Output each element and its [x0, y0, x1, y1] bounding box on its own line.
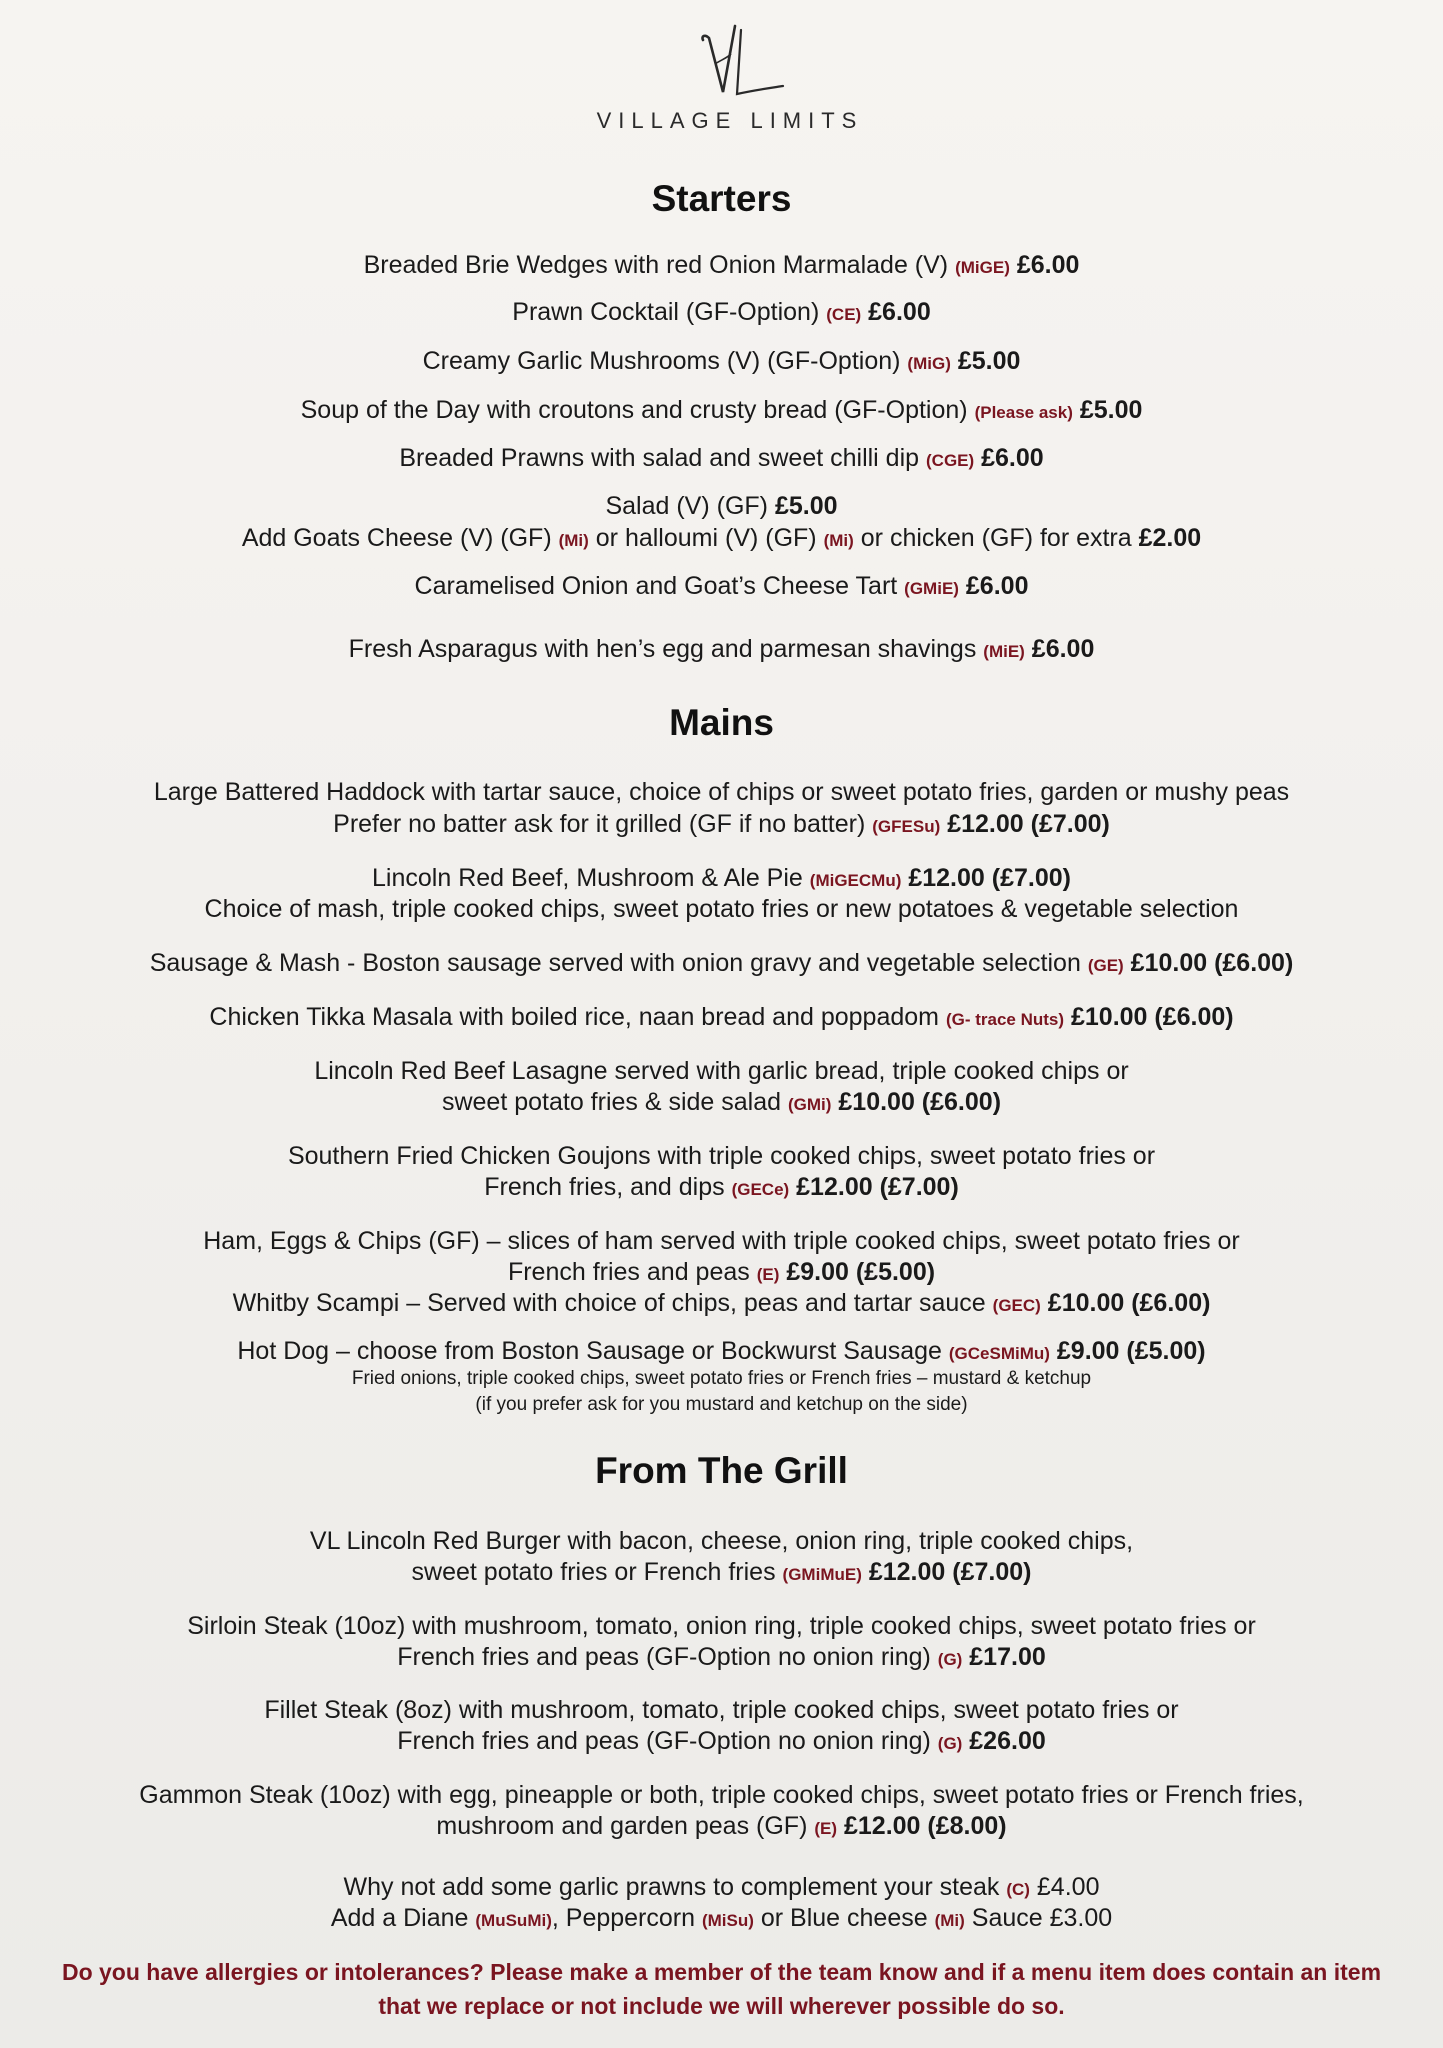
- sauce-line: [0, 1903, 1443, 1936]
- item-price: £12.00 (£7.00): [868, 1558, 1032, 1586]
- item-text: Gammon Steak (10oz) with egg, pineapple or both, triple cooked chips, sweet potato fries or French fries,: [139, 1781, 1304, 1809]
- item-price: £12.00 (£7.00): [796, 1173, 959, 1201]
- menu-item: [0, 1780, 1443, 1811]
- item-text: French fries and peas: [507, 1258, 750, 1286]
- item-price: £12.00 (£7.00): [947, 810, 1110, 838]
- item-text: sweet potato fries & side salad: [441, 1088, 782, 1116]
- allergen-codes: (MiGECMu): [809, 871, 902, 890]
- menu-item-detail: [0, 1557, 1443, 1590]
- item-price: £17.00: [969, 1643, 1046, 1671]
- menu-item: [0, 395, 1443, 428]
- item-price: £5.00: [957, 347, 1021, 375]
- menu-item: [0, 1226, 1443, 1257]
- allergy-notice: [0, 1955, 1443, 2023]
- allergen-codes: (Mi): [934, 1911, 965, 1930]
- item-price: £10.00 (£6.00): [1047, 1289, 1211, 1317]
- item-text: Prefer no batter ask for it grilled (GF if no batter): [333, 810, 866, 838]
- item-text: Why not add some garlic prawns to complement your steak: [343, 1873, 1000, 1901]
- allergen-codes: (MiGE): [955, 258, 1010, 277]
- item-text: Hot Dog – choose from Boston Sausage or Bockwurst Sausage: [237, 1337, 942, 1365]
- item-price: £12.00 (£8.00): [843, 1812, 1007, 1840]
- item-text: Creamy Garlic Mushrooms (V) (GF-Option): [422, 347, 901, 375]
- item-text: French fries and peas (GF-Option no onion ring): [397, 1643, 931, 1671]
- menu-item-detail: [0, 1172, 1443, 1205]
- item-text: Whitby Scampi – Served with choice of chips, peas and tartar sauce: [232, 1289, 986, 1317]
- allergen-codes: (GCeSMiMu): [948, 1344, 1050, 1363]
- menu-item-detail: [0, 1087, 1443, 1120]
- item-text: Salad (V) (GF): [605, 492, 768, 520]
- menu-item-detail: [0, 894, 1443, 925]
- item-text: Caramelised Onion and Goat’s Cheese Tart: [414, 572, 898, 600]
- brand-name: VILLAGE LIMITS: [596, 108, 864, 133]
- menu-item-detail: [0, 809, 1443, 842]
- menu-item: [0, 1336, 1443, 1369]
- allergen-codes: (GE): [1087, 956, 1124, 975]
- item-price: £9.00 (£5.00): [1056, 1337, 1206, 1365]
- item-text: Prawn Cocktail (GF-Option): [512, 298, 820, 326]
- extras-line: [0, 1872, 1443, 1905]
- menu-item: [0, 491, 1443, 522]
- menu-item: [0, 297, 1443, 330]
- menu-item: [0, 948, 1443, 981]
- allergen-codes: (G): [937, 1734, 963, 1753]
- salad-addon: [0, 523, 1443, 556]
- allergen-codes: (C): [1006, 1880, 1030, 1899]
- item-text: Breaded Prawns with salad and sweet chilli dip: [399, 444, 920, 472]
- item-price: £6.00: [965, 572, 1029, 600]
- menu-item: [0, 571, 1443, 604]
- item-text: Sirloin Steak (10oz) with mushroom, tomato, onion ring, triple cooked chips, sweet potato fries or: [187, 1612, 1256, 1640]
- vl-monogram-icon: [665, 14, 795, 106]
- allergy-notice-line-1: Do you have allergies or intolerances? Please make a member of the team know and if a menu item does contain an item: [61, 1959, 1382, 1985]
- item-text: Fillet Steak (8oz) with mushroom, tomato, triple cooked chips, sweet potato fries or: [264, 1696, 1179, 1724]
- allergen-codes: (E): [814, 1819, 838, 1838]
- menu-item: [0, 443, 1443, 476]
- allergen-codes: (GMiE): [904, 579, 959, 598]
- item-price: £26.00: [969, 1727, 1046, 1755]
- item-price: £6.00: [981, 444, 1044, 472]
- item-text: Fried onions, triple cooked chips, sweet potato fries or French fries – mustard & ketchup: [351, 1368, 1092, 1389]
- menu-item: [0, 1141, 1443, 1172]
- item-text: (if you prefer ask for you mustard and ketchup on the side): [475, 1394, 968, 1415]
- item-price: £6.00: [1016, 251, 1080, 279]
- allergen-codes: (GECe): [731, 1180, 790, 1199]
- item-text: Southern Fried Chicken Goujons with triple cooked chips, sweet potato fries or: [287, 1142, 1156, 1170]
- allergen-codes: (MiE): [983, 642, 1025, 661]
- addon-halloumi: or halloumi (V) (GF): [595, 524, 817, 552]
- item-text: French fries, and dips: [484, 1173, 725, 1201]
- allergen-codes: (GFESu): [872, 817, 941, 836]
- menu-item: [0, 250, 1443, 283]
- item-price: £10.00 (£6.00): [1070, 1003, 1234, 1031]
- item-text: Lincoln Red Beef, Mushroom & Ale Pie: [372, 864, 803, 892]
- item-text: Choice of mash, triple cooked chips, sweet potato fries or new potatoes & vegetable selection: [204, 895, 1239, 923]
- item-price: £5.00: [1079, 396, 1143, 424]
- item-text: Chicken Tikka Masala with boiled rice, naan bread and poppadom: [209, 1003, 939, 1031]
- menu-item: [0, 863, 1443, 896]
- sauce-peppercorn: , Peppercorn: [551, 1904, 696, 1932]
- allergen-codes: (MiSu): [701, 1911, 754, 1930]
- section-title-starters: Starters: [651, 178, 792, 219]
- addon-chicken: or chicken (GF) for extra: [860, 524, 1132, 552]
- sauce-blue-cheese: or Blue cheese: [760, 1904, 928, 1932]
- menu-item-detail: [0, 1726, 1443, 1759]
- menu-item-note: [0, 1392, 1443, 1417]
- menu-item: [0, 1288, 1443, 1321]
- item-price: £6.00: [868, 298, 931, 326]
- allergen-codes: (Mi): [823, 531, 854, 550]
- allergen-codes: (Mi): [558, 531, 589, 550]
- item-price: £10.00 (£6.00): [1130, 949, 1294, 977]
- menu-item: [0, 1611, 1443, 1642]
- menu-item: [0, 1695, 1443, 1726]
- allergen-codes: (E): [756, 1265, 780, 1284]
- menu-item: [0, 1002, 1443, 1035]
- allergy-notice-line-2: that we replace or not include we will wherever possible do so.: [378, 1993, 1065, 2019]
- allergen-codes: (GEC): [992, 1296, 1041, 1315]
- allergen-codes: (CGE): [926, 451, 975, 470]
- section-title-grill: From The Grill: [595, 1450, 848, 1491]
- item-text: Ham, Eggs & Chips (GF) – slices of ham served with triple cooked chips, sweet potato fries or: [203, 1227, 1240, 1255]
- section-title-mains: Mains: [669, 702, 774, 743]
- item-price: £12.00 (£7.00): [908, 864, 1071, 892]
- allergen-codes: (MiG): [907, 354, 951, 373]
- allergen-codes: (MuSuMi): [475, 1911, 552, 1930]
- menu-item-detail: [0, 1642, 1443, 1675]
- allergen-codes: (G): [937, 1650, 963, 1669]
- item-text: Soup of the Day with croutons and crusty bread (GF-Option): [300, 396, 968, 424]
- item-price: £6.00: [1031, 635, 1095, 663]
- allergen-codes: (GMi): [788, 1095, 832, 1114]
- item-text: Lincoln Red Beef Lasagne served with garlic bread, triple cooked chips or: [314, 1057, 1129, 1085]
- item-text: Sausage & Mash - Boston sausage served with onion gravy and vegetable selection: [149, 949, 1081, 977]
- sauce-diane: Add a Diane: [330, 1904, 469, 1932]
- menu-item: [0, 634, 1443, 667]
- item-text: Breaded Brie Wedges with red Onion Marmalade (V): [363, 251, 949, 279]
- item-text: Large Battered Haddock with tartar sauce, choice of chips or sweet potato fries, garden or mushy peas: [153, 778, 1290, 806]
- item-price: £9.00 (£5.00): [786, 1258, 936, 1286]
- allergen-codes: (Please ask): [974, 403, 1073, 422]
- item-text: Fresh Asparagus with hen’s egg and parmesan shavings: [348, 635, 977, 663]
- allergen-codes: (G- trace Nuts): [945, 1010, 1065, 1029]
- menu-item-detail: [0, 1257, 1443, 1290]
- item-text: mushroom and garden peas (GF): [436, 1812, 808, 1840]
- brand-logo: [580, 14, 880, 134]
- item-price: £10.00 (£6.00): [838, 1088, 1002, 1116]
- menu-item-detail: [0, 1366, 1443, 1391]
- menu-item: [0, 346, 1443, 379]
- menu-item: [0, 1056, 1443, 1087]
- item-price: £2.00: [1138, 524, 1202, 552]
- sauce-price: Sauce £3.00: [971, 1904, 1113, 1932]
- menu-item-detail: [0, 1811, 1443, 1844]
- allergen-codes: (CE): [826, 305, 862, 324]
- item-price: £4.00: [1036, 1873, 1100, 1901]
- menu-item: [0, 1526, 1443, 1557]
- item-text: sweet potato fries or French fries: [411, 1558, 776, 1586]
- menu-item: [0, 777, 1443, 808]
- allergen-codes: (GMiMuE): [782, 1565, 862, 1584]
- item-price: £5.00: [774, 492, 838, 520]
- item-text: VL Lincoln Red Burger with bacon, cheese, onion ring, triple cooked chips,: [309, 1527, 1134, 1555]
- item-text: French fries and peas (GF-Option no onion ring): [397, 1727, 931, 1755]
- addon-goats-cheese: Add Goats Cheese (V) (GF): [241, 524, 552, 552]
